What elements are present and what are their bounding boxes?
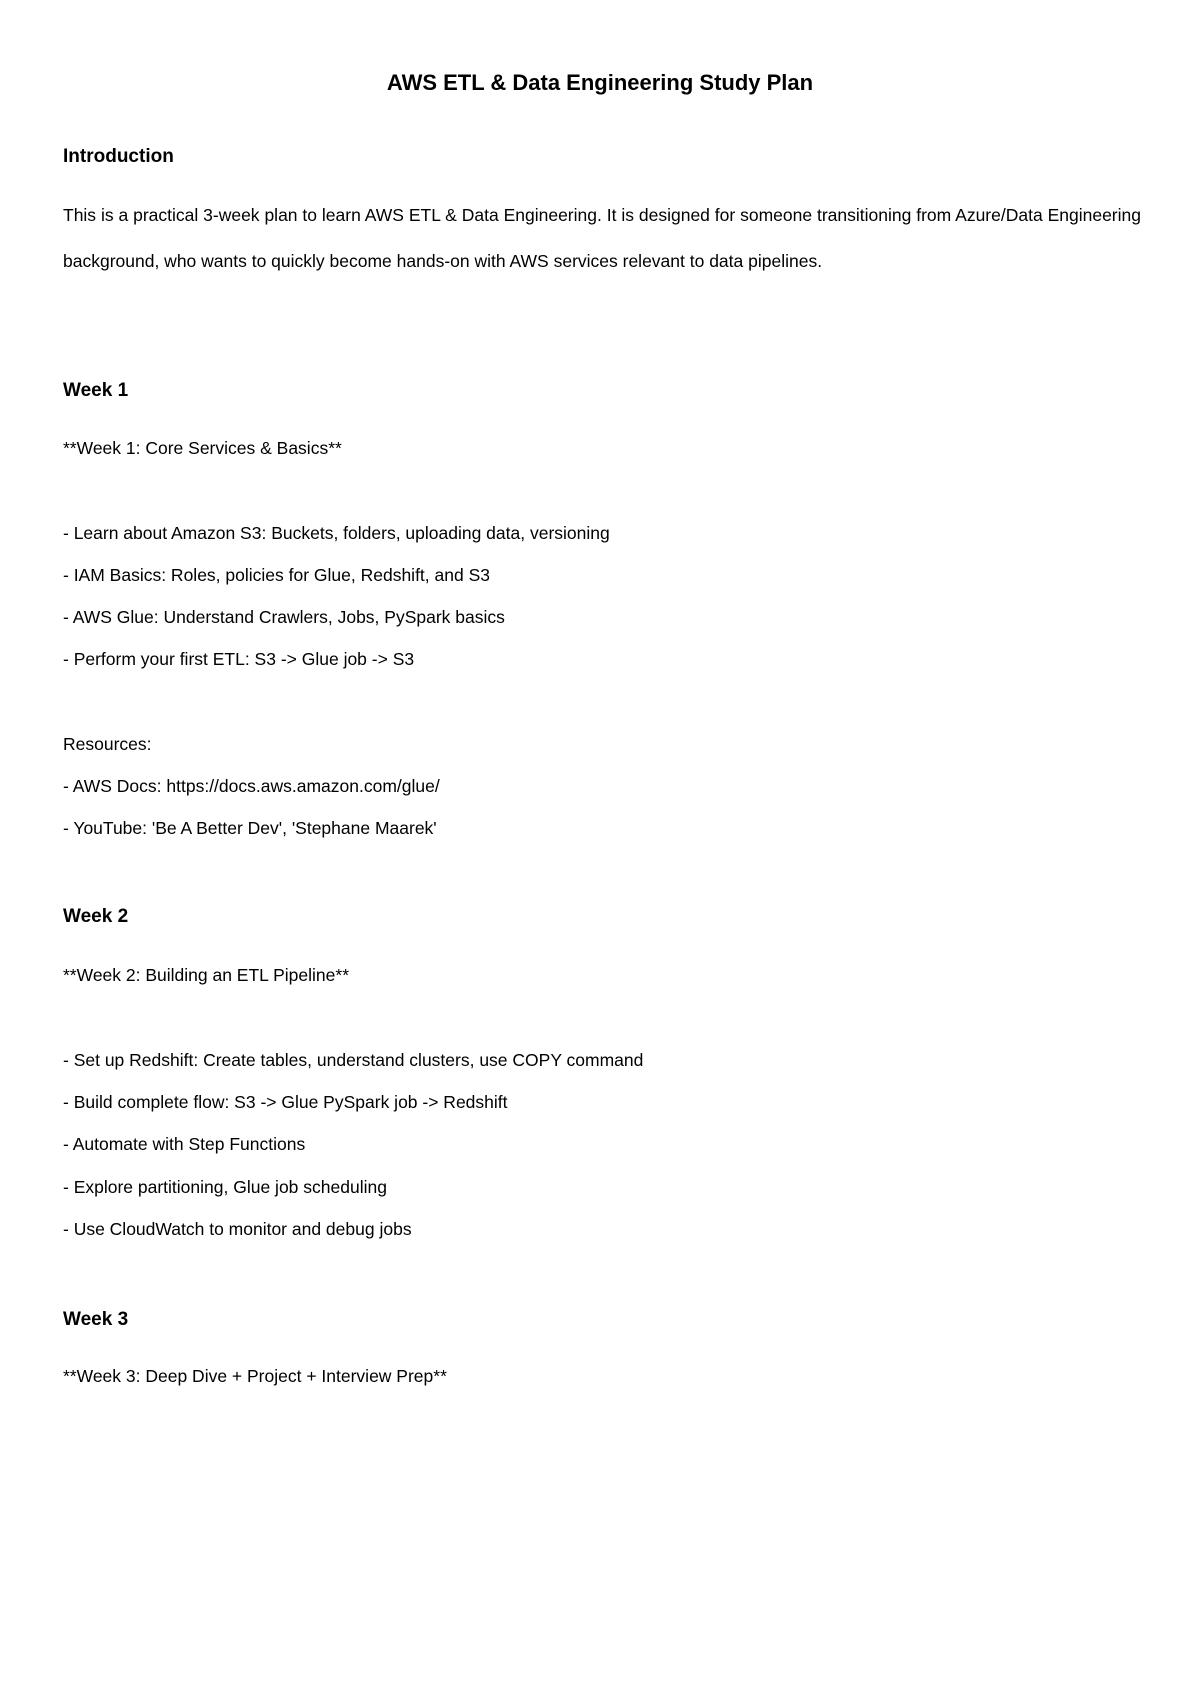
list-item: - Automate with Step Functions xyxy=(63,1134,306,1154)
week1-heading: Week 1 xyxy=(63,380,129,401)
intro-paragraph: This is a practical 3-week plan to learn AWS ETL & Data Engineering. It is designed for someone transitioning from Azure/Data Engineering background, who wants to quickly become hands-on with AWS services relevant to data pipelines. xyxy=(63,205,1141,271)
week2-heading: Week 2 xyxy=(63,906,129,927)
week2-subtitle: **Week 2: Building an ETL Pipeline** xyxy=(63,965,350,985)
list-item: - AWS Glue: Understand Crawlers, Jobs, PySpark basics xyxy=(63,607,505,627)
list-item: - Learn about Amazon S3: Buckets, folders, uploading data, versioning xyxy=(63,523,610,543)
list-item: - IAM Basics: Roles, policies for Glue, Redshift, and S3 xyxy=(63,565,490,585)
intro-heading: Introduction xyxy=(63,146,174,167)
list-item: - Perform your first ETL: S3 -> Glue job -> S3 xyxy=(63,649,415,669)
week3-subtitle: **Week 3: Deep Dive + Project + Interview Prep** xyxy=(63,1366,447,1386)
resource-item: - AWS Docs: https://docs.aws.amazon.com/glue/ xyxy=(63,776,440,796)
week1-subtitle: **Week 1: Core Services & Basics** xyxy=(63,438,342,458)
week3-heading: Week 3 xyxy=(63,1309,129,1330)
list-item: - Set up Redshift: Create tables, understand clusters, use COPY command xyxy=(63,1050,644,1070)
list-item: - Build complete flow: S3 -> Glue PySpark job -> Redshift xyxy=(63,1092,508,1112)
resource-item: - YouTube: 'Be A Better Dev', 'Stephane Maarek' xyxy=(63,818,437,838)
document-title: AWS ETL & Data Engineering Study Plan xyxy=(386,70,814,95)
list-item: - Explore partitioning, Glue job scheduling xyxy=(63,1177,387,1197)
list-item: - Use CloudWatch to monitor and debug jobs xyxy=(63,1219,412,1239)
resources-label: Resources: xyxy=(63,734,152,754)
